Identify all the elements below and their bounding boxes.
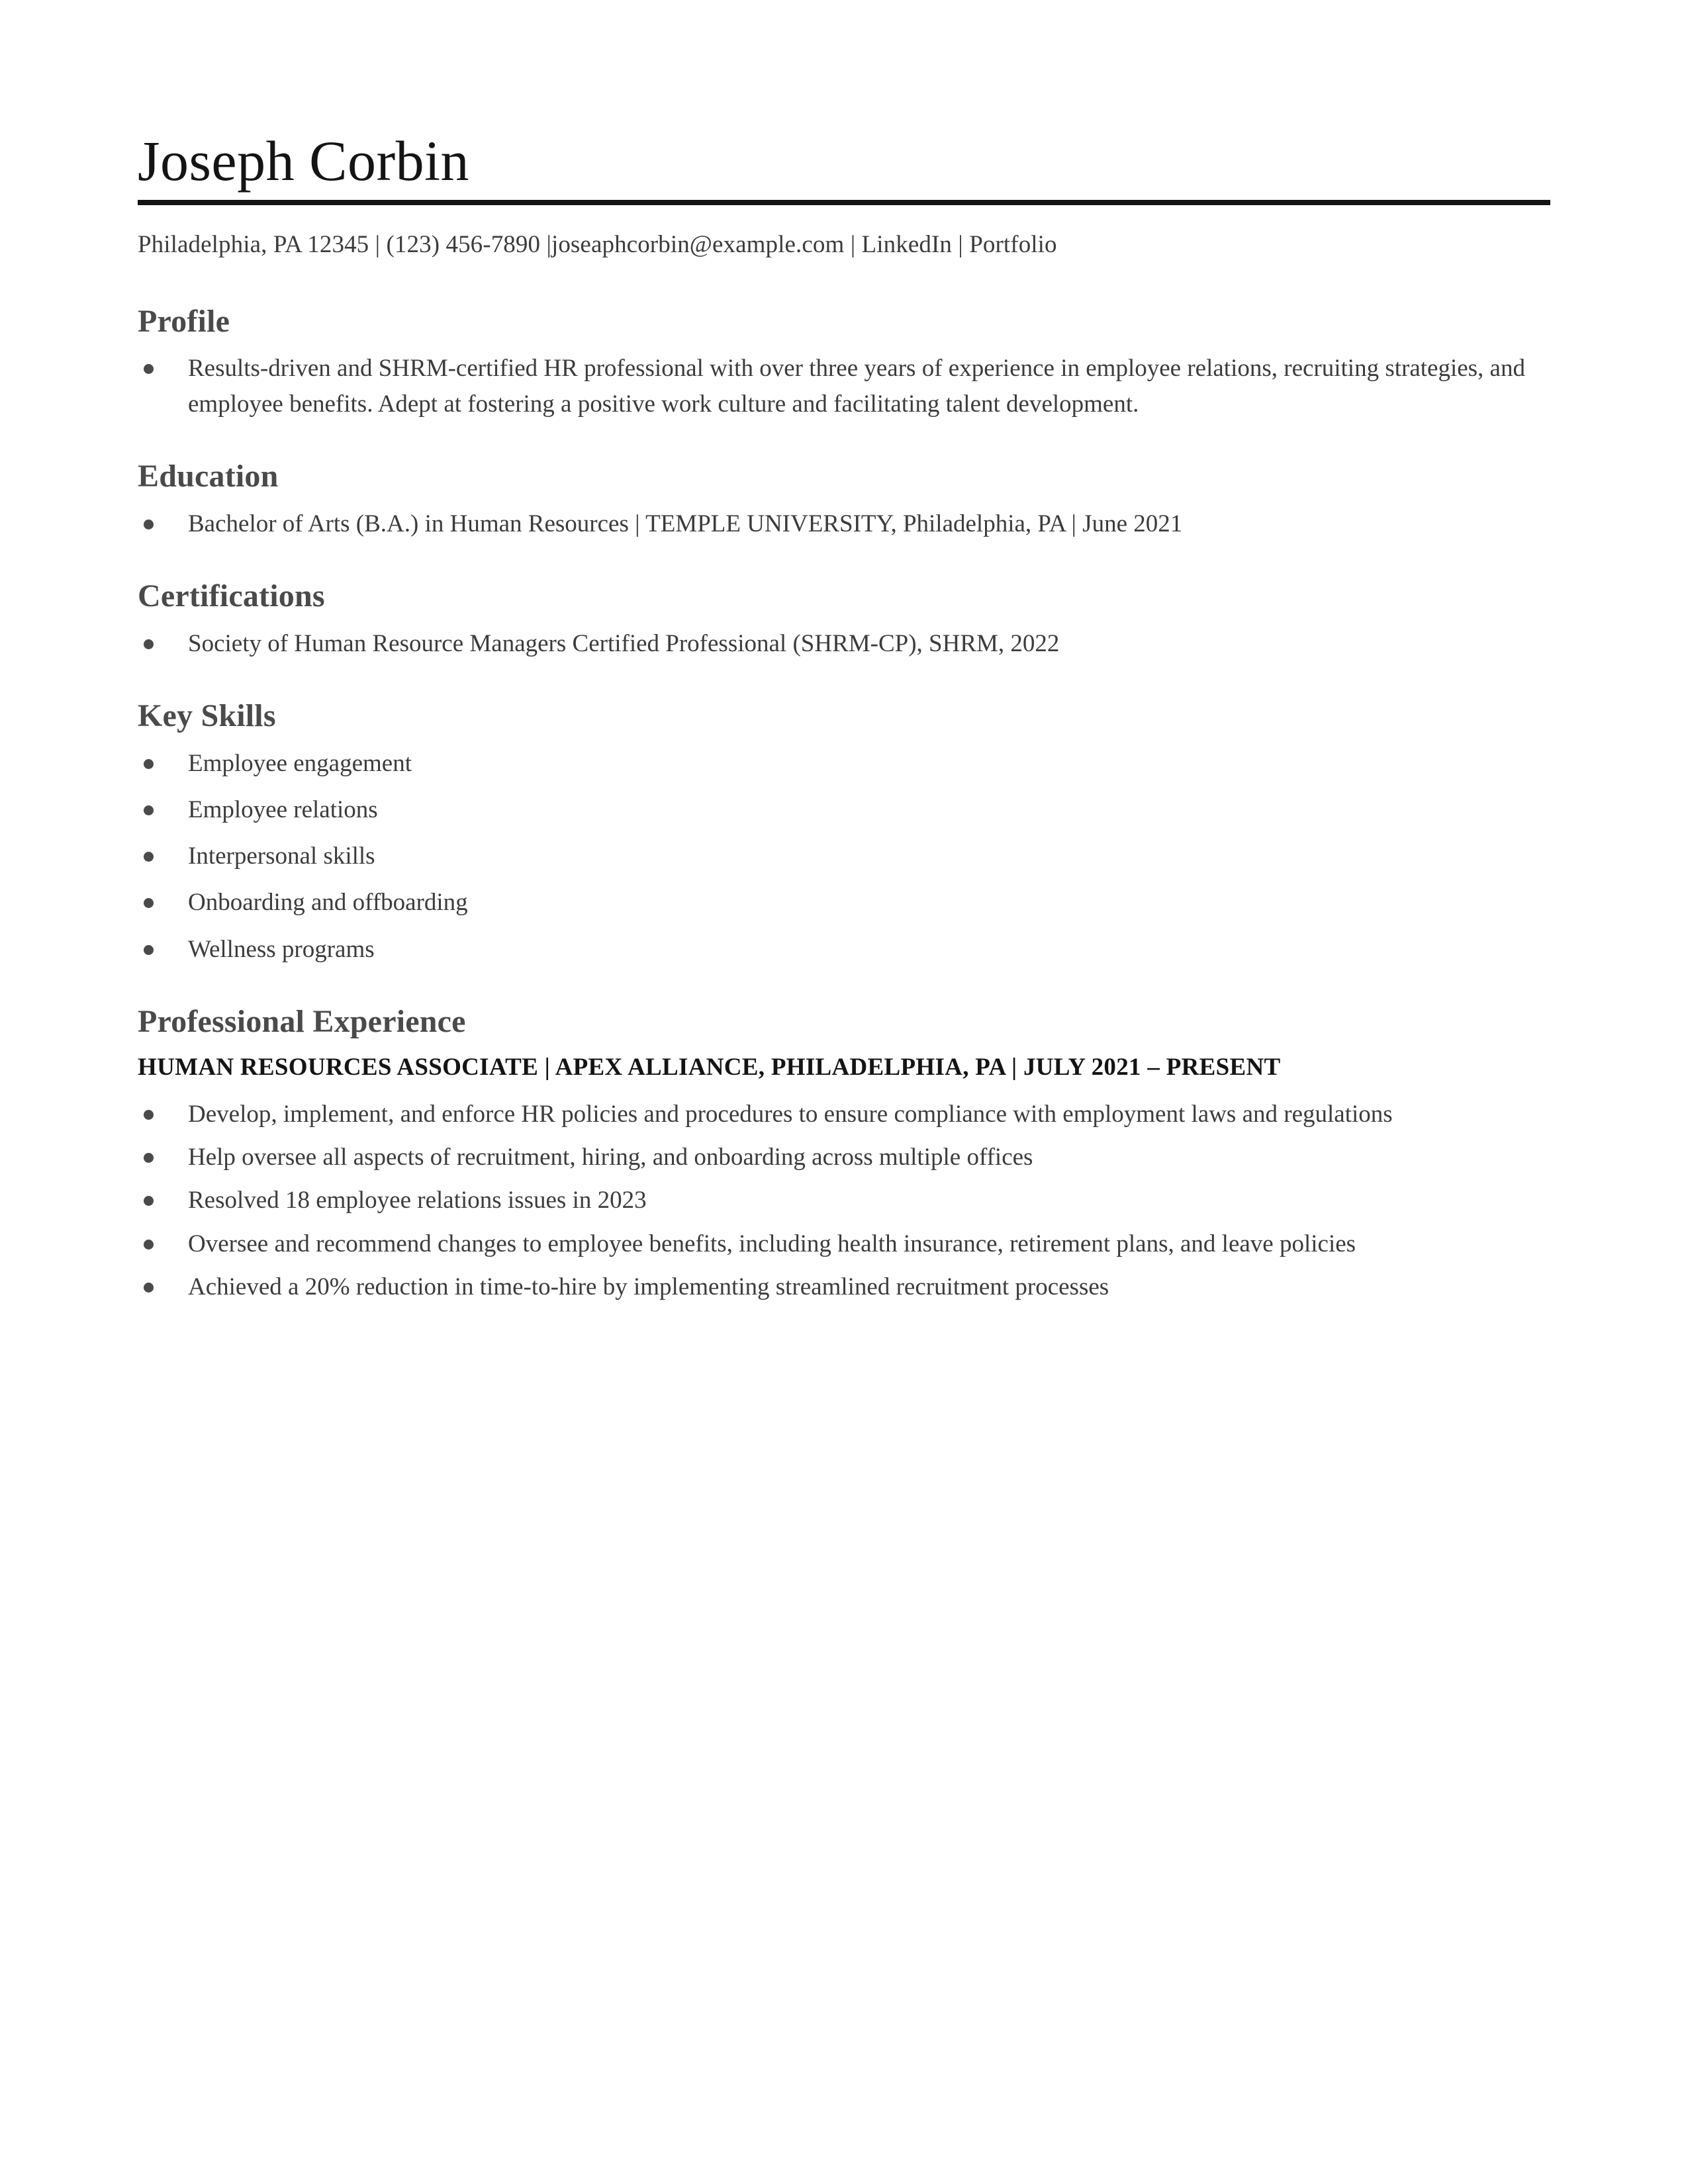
list-item-text: Develop, implement, and enforce HR policies and procedures to ensure compliance with employment laws and regulations <box>188 1100 1393 1128</box>
section-title-certifications: Certifications <box>138 578 325 614</box>
list-item <box>138 626 1550 661</box>
experience-entry <box>138 1052 1550 1304</box>
list-item-text: Oversee and recommend changes to employee benefits, including health insurance, retirement plans, and leave policies <box>188 1230 1356 1257</box>
list-item <box>138 1183 1550 1218</box>
bullet-icon <box>144 898 154 908</box>
bullet-icon <box>144 1240 154 1250</box>
bullet-icon <box>144 1196 154 1206</box>
list-item-text: Onboarding and offboarding <box>188 889 468 917</box>
experience-bullet-list <box>138 1097 1550 1304</box>
education-bullet-list <box>138 506 1550 541</box>
list-item <box>138 1097 1550 1132</box>
list-item <box>138 351 1550 422</box>
section-certifications <box>138 578 1550 661</box>
bullet-icon <box>144 852 154 862</box>
bullet-icon <box>144 1153 154 1163</box>
key-skills-bullet-list <box>138 746 1550 967</box>
section-key-skills <box>138 698 1550 967</box>
bullet-icon <box>144 364 154 374</box>
contact-line: Philadelphia, PA 12345 | (123) 456-7890 |joseaphcorbin@example.com | LinkedIn | Portfolio <box>138 230 1057 258</box>
list-item <box>138 885 1550 920</box>
list-item-text: Help oversee all aspects of recruitment, hiring, and onboarding across multiple offices <box>188 1144 1033 1171</box>
list-item <box>138 792 1550 827</box>
section-title-professional-experience: Professional Experience <box>138 1003 466 1039</box>
resume-header <box>138 129 1550 205</box>
section-title-education: Education <box>138 458 279 494</box>
list-item-text: Interpersonal skills <box>188 842 375 870</box>
section-profile <box>138 304 1550 422</box>
certifications-bullet-list <box>138 626 1550 661</box>
list-item-text: Results-driven and SHRM-certified HR professional with over three years of experience in employee relations, recruiting strategies, and employee benefits. Adept at fostering a positive work culture and facilitating talent development. <box>188 355 1525 418</box>
list-item-text: Resolved 18 employee relations issues in 2023 <box>188 1187 647 1214</box>
list-item <box>138 1140 1550 1175</box>
bullet-icon <box>144 639 154 649</box>
list-item <box>138 839 1550 874</box>
resume-content <box>138 129 1550 1304</box>
list-item-text: Society of Human Resource Managers Certified Professional (SHRM-CP), SHRM, 2022 <box>188 629 1060 657</box>
profile-bullet-list <box>138 351 1550 422</box>
section-professional-experience <box>138 1004 1550 1304</box>
list-item-text: Bachelor of Arts (B.A.) in Human Resources | TEMPLE UNIVERSITY, Philadelphia, PA | June 2021 <box>188 510 1183 537</box>
candidate-name: Joseph Corbin <box>138 129 469 193</box>
list-item <box>138 932 1550 967</box>
bullet-icon <box>144 1110 154 1120</box>
list-item-text: Wellness programs <box>188 935 375 963</box>
bullet-icon <box>144 1283 154 1293</box>
list-item <box>138 506 1550 541</box>
section-education <box>138 459 1550 541</box>
experience-entry-heading: HUMAN RESOURCES ASSOCIATE | APEX ALLIANCE, PHILADELPHIA, PA | JULY 2021 – PRESENT <box>138 1053 1281 1081</box>
section-title-profile: Profile <box>138 303 230 339</box>
bullet-icon <box>144 520 154 529</box>
bullet-icon <box>144 805 154 815</box>
list-item <box>138 1269 1550 1304</box>
list-item <box>138 1226 1550 1261</box>
bullet-icon <box>144 945 154 955</box>
list-item-text: Achieved a 20% reduction in time-to-hire by implementing streamlined recruitment processes <box>188 1273 1109 1300</box>
bullet-icon <box>144 759 154 769</box>
section-title-key-skills: Key Skills <box>138 698 276 733</box>
list-item-text: Employee engagement <box>188 749 412 777</box>
list-item <box>138 746 1550 781</box>
list-item-text: Employee relations <box>188 796 378 823</box>
